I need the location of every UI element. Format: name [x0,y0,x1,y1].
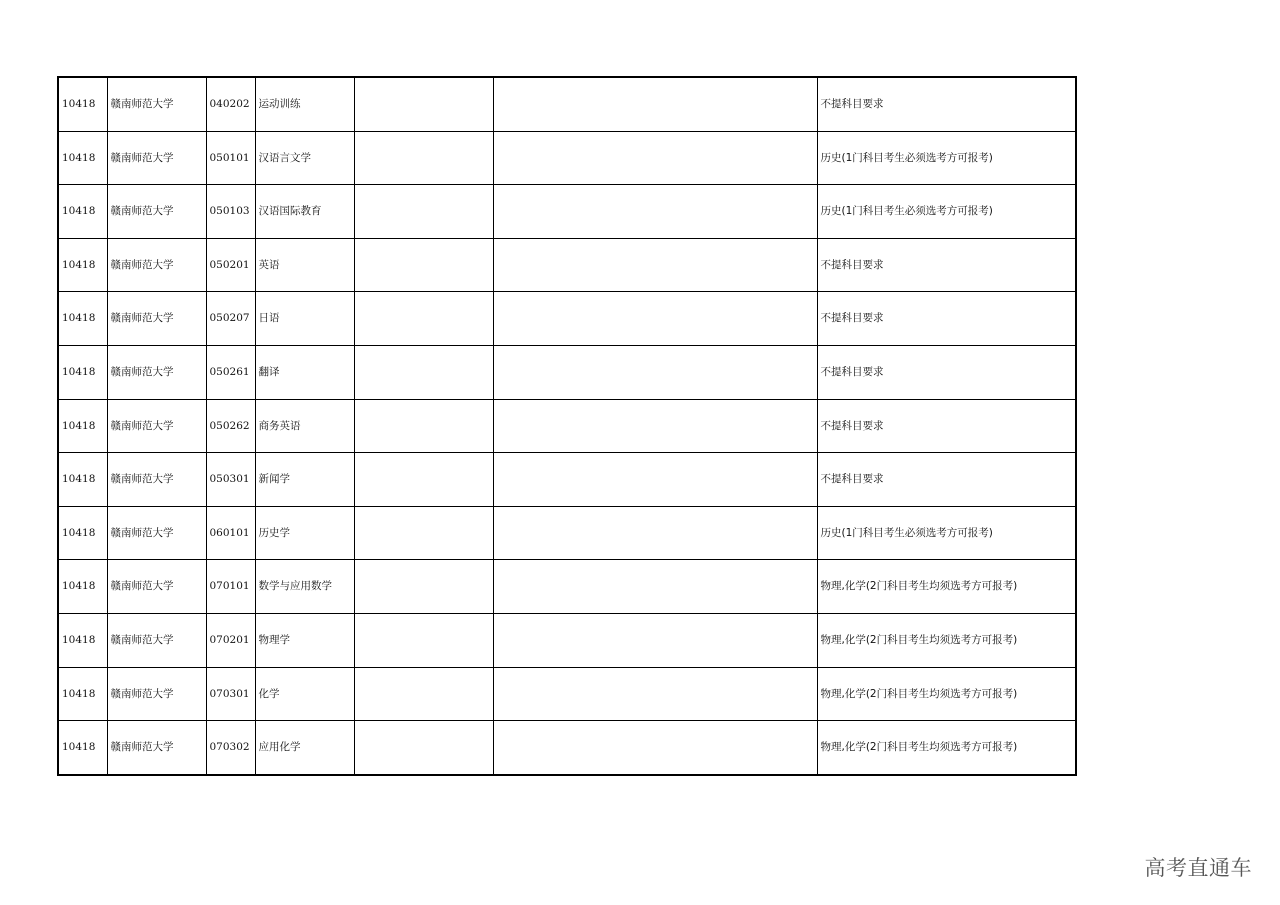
institution-code-cell: 10418 [58,613,107,667]
blank-cell-5 [354,345,493,399]
major-name-cell: 运动训练 [255,77,354,131]
blank-cell-6 [493,506,817,560]
table-body [58,77,1076,775]
table-row [58,345,1076,399]
institution-name-cell: 赣南师范大学 [107,345,206,399]
institution-code-cell: 10418 [58,667,107,721]
subject-requirements-table [57,76,1077,776]
table-row [58,399,1076,453]
institution-name-cell: 赣南师范大学 [107,506,206,560]
major-code-cell: 050262 [206,399,255,453]
subject-requirement-cell: 物理,化学(2门科目考生均须选考方可报考) [817,613,1076,667]
institution-name-cell: 赣南师范大学 [107,238,206,292]
institution-code-cell: 10418 [58,506,107,560]
institution-name-cell: 赣南师范大学 [107,453,206,507]
institution-code-cell: 10418 [58,292,107,346]
major-name-cell: 英语 [255,238,354,292]
major-code-cell: 050207 [206,292,255,346]
institution-name-cell: 赣南师范大学 [107,667,206,721]
institution-code-cell: 10418 [58,453,107,507]
subject-requirement-cell: 不提科目要求 [817,292,1076,346]
major-name-cell: 新闻学 [255,453,354,507]
blank-cell-6 [493,77,817,131]
major-name-cell: 汉语言文学 [255,131,354,185]
blank-cell-6 [493,345,817,399]
institution-name-cell: 赣南师范大学 [107,292,206,346]
major-name-cell: 历史学 [255,506,354,560]
blank-cell-5 [354,667,493,721]
blank-cell-6 [493,399,817,453]
blank-cell-6 [493,613,817,667]
blank-cell-5 [354,613,493,667]
table-row [58,613,1076,667]
table-row [58,185,1076,239]
blank-cell-5 [354,560,493,614]
subject-requirement-cell: 不提科目要求 [817,238,1076,292]
blank-cell-6 [493,453,817,507]
blank-cell-6 [493,667,817,721]
institution-name-cell: 赣南师范大学 [107,131,206,185]
subject-requirement-cell: 物理,化学(2门科目考生均须选考方可报考) [817,721,1076,775]
institution-code-cell: 10418 [58,131,107,185]
subject-requirement-cell: 历史(1门科目考生必须选考方可报考) [817,131,1076,185]
major-code-cell: 070302 [206,721,255,775]
blank-cell-5 [354,238,493,292]
subject-requirement-cell: 不提科目要求 [817,399,1076,453]
institution-name-cell: 赣南师范大学 [107,721,206,775]
table-row [58,667,1076,721]
blank-cell-5 [354,185,493,239]
institution-name-cell: 赣南师范大学 [107,399,206,453]
subject-requirement-cell: 不提科目要求 [817,453,1076,507]
major-name-cell: 汉语国际教育 [255,185,354,239]
major-name-cell: 化学 [255,667,354,721]
major-code-cell: 050201 [206,238,255,292]
major-name-cell: 数学与应用数学 [255,560,354,614]
major-code-cell: 070301 [206,667,255,721]
major-code-cell: 070201 [206,613,255,667]
subject-requirement-cell: 历史(1门科目考生必须选考方可报考) [817,185,1076,239]
institution-name-cell: 赣南师范大学 [107,185,206,239]
blank-cell-5 [354,721,493,775]
table-row [58,453,1076,507]
major-name-cell: 应用化学 [255,721,354,775]
table-row [58,560,1076,614]
table-row [58,77,1076,131]
subject-requirement-cell: 物理,化学(2门科目考生均须选考方可报考) [817,667,1076,721]
institution-code-cell: 10418 [58,77,107,131]
major-code-cell: 050261 [206,345,255,399]
institution-code-cell: 10418 [58,560,107,614]
table-row [58,238,1076,292]
blank-cell-5 [354,131,493,185]
blank-cell-6 [493,560,817,614]
subject-requirement-cell: 物理,化学(2门科目考生均须选考方可报考) [817,560,1076,614]
major-code-cell: 050103 [206,185,255,239]
major-code-cell: 050101 [206,131,255,185]
blank-cell-5 [354,506,493,560]
major-code-cell: 040202 [206,77,255,131]
watermark-text: 高考直通车 [1144,856,1252,880]
blank-cell-5 [354,292,493,346]
institution-code-cell: 10418 [58,399,107,453]
institution-name-cell: 赣南师范大学 [107,77,206,131]
blank-cell-5 [354,453,493,507]
subject-requirement-cell: 不提科目要求 [817,345,1076,399]
institution-code-cell: 10418 [58,345,107,399]
major-name-cell: 商务英语 [255,399,354,453]
table-row [58,721,1076,775]
institution-code-cell: 10418 [58,185,107,239]
institution-name-cell: 赣南师范大学 [107,560,206,614]
table-row [58,131,1076,185]
major-name-cell: 翻译 [255,345,354,399]
major-code-cell: 070101 [206,560,255,614]
table-row [58,506,1076,560]
blank-cell-5 [354,399,493,453]
blank-cell-6 [493,292,817,346]
table-row [58,292,1076,346]
subject-requirement-cell: 不提科目要求 [817,77,1076,131]
institution-code-cell: 10418 [58,238,107,292]
institution-name-cell: 赣南师范大学 [107,613,206,667]
institution-code-cell: 10418 [58,721,107,775]
blank-cell-6 [493,721,817,775]
major-name-cell: 物理学 [255,613,354,667]
blank-cell-6 [493,238,817,292]
major-code-cell: 050301 [206,453,255,507]
blank-cell-6 [493,131,817,185]
blank-cell-5 [354,77,493,131]
subject-requirement-cell: 历史(1门科目考生必须选考方可报考) [817,506,1076,560]
blank-cell-6 [493,185,817,239]
major-name-cell: 日语 [255,292,354,346]
major-code-cell: 060101 [206,506,255,560]
